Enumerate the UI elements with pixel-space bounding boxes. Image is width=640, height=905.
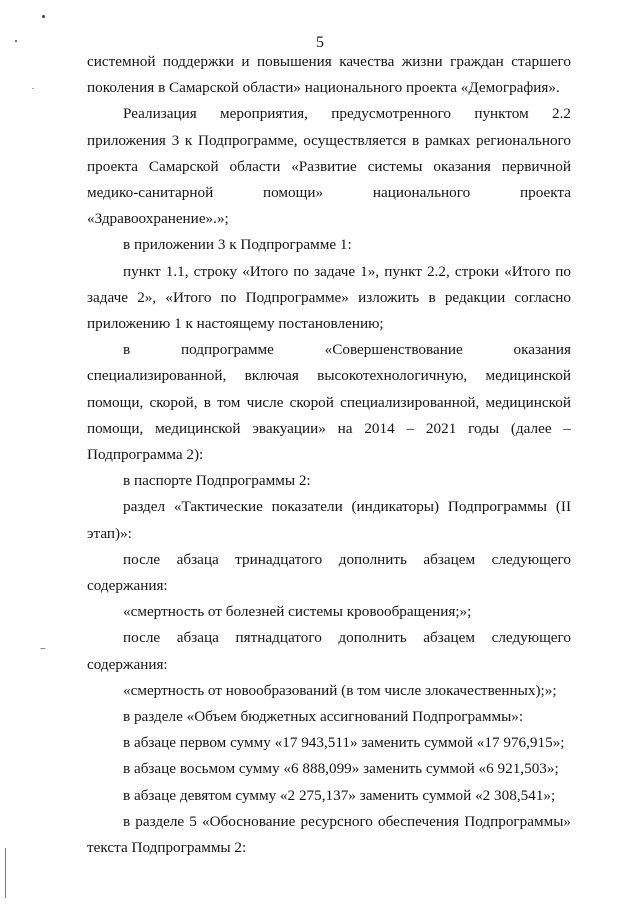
paragraph-item-1-1: пункт 1.1, строку «Итого по задаче 1», пункт 2.2, строки «Итого по задаче 2», «Итого по Подпрограмме» изложить в редакции согласно приложению 1 к настоящему постановлению; — [87, 262, 571, 333]
paragraph-passport: в паспорте Подпрограммы 2: — [123, 472, 311, 490]
document-body — [87, 49, 571, 861]
paragraph-budget-eighth: в абзаце восьмом сумму «6 888,099» заменить суммой «6 921,503»; — [123, 760, 559, 778]
paragraph-appendix-3: в приложении 3 к Подпрограмме 1: — [123, 236, 352, 254]
scan-speck — [15, 40, 17, 42]
paragraph-budget-section: в разделе «Объем бюджетных ассигнований Подпрограммы»: — [123, 708, 524, 726]
paragraph-budget-ninth: в абзаце девятом сумму «2 275,137» заменить суммой «2 308,541»; — [123, 786, 556, 804]
paragraph-mortality-neoplasms: «смертность от новообразований (в том числе злокачественных);»; — [123, 681, 557, 699]
page-number: 5 — [316, 34, 324, 51]
paragraph-after-15th: после абзаца пятнадцатого дополнить абзацем следующего содержания: — [87, 629, 571, 673]
scan-speck — [40, 648, 46, 649]
scan-speck — [42, 15, 45, 18]
paragraph-section-5: в разделе 5 «Обоснование ресурсного обеспечения Подпрограммы» текста Подпрограммы 2: — [87, 812, 571, 857]
scan-speck — [32, 88, 34, 89]
paragraph-implementation: Реализация мероприятия, предусмотренного пунктом 2.2 приложения 3 к Подпрограмме, осуществляется в рамках регионального проекта Самарской области «Развитие системы оказания первичной медико-санитарной помощи» национального проекта «Здравоохранение».»; — [87, 105, 571, 228]
paragraph-section-indicators: раздел «Тактические показатели (индикаторы) Подпрограммы (II этап)»: — [87, 498, 571, 542]
paragraph-continuation: системной поддержки и повышения качества жизни граждан старшего поколения в Самарской области» национального проекта «Демография». — [87, 53, 571, 97]
paragraph-after-13th: после абзаца тринадцатого дополнить абзацем следующего содержания: — [87, 550, 571, 595]
paragraph-budget-first: в абзаце первом сумму «17 943,511» заменить суммой «17 976,915»; — [123, 734, 565, 752]
scan-edge-line — [5, 848, 6, 898]
paragraph-subprogram-2: в подпрограмме «Совершенствование оказания специализированной, включая высокотехнологичную, медицинской помощи, скорой, в том числе скорой специализированной, медицинской помощи, медицинской эвакуации» на 2014 – 2021 годы (далее – Подпрограмма 2): — [87, 341, 571, 464]
paragraph-mortality-circulatory: «смертность от болезней системы кровообращения;»; — [123, 603, 472, 621]
